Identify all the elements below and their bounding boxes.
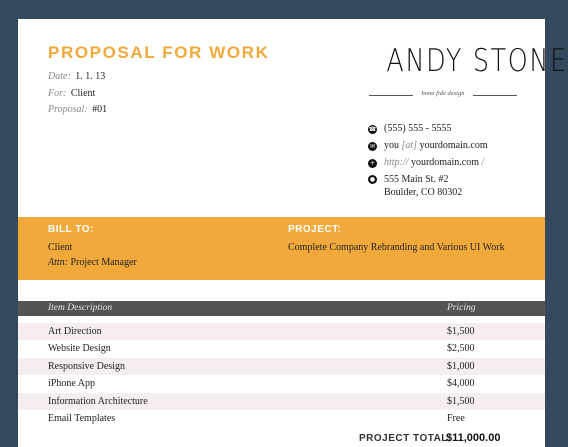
meta-value: Client [70, 88, 96, 99]
bill-to-heading: BILL TO: [48, 224, 94, 235]
attn-value: Project Manager [70, 257, 137, 268]
project-heading: PROJECT: [288, 224, 342, 235]
meta-value: #01 [92, 104, 108, 115]
row-price: $1,000 [447, 360, 475, 372]
brand-tagline: bona fide design [421, 90, 465, 97]
row-item: Art Direction [48, 326, 102, 337]
phone-text: (555) 555 - 5555 [384, 123, 452, 134]
brand-rule-right [473, 95, 517, 96]
table-row [18, 340, 545, 357]
email-user: you [384, 140, 399, 151]
meta-label: For: [48, 88, 67, 99]
brand-rule-left [369, 95, 413, 96]
email-domain: yourdomain.com [419, 140, 488, 151]
row-price: $1,500 [447, 395, 475, 407]
page-title: PROPOSAL FOR WORK [48, 43, 270, 62]
row-item: Information Architecture [48, 395, 148, 407]
address-line1: 555 Main St. #2 [384, 174, 449, 185]
row-item: Responsive Design [48, 360, 125, 372]
project-total-value: $11,000.00 [446, 432, 501, 444]
contact-website [368, 157, 484, 168]
contact-address [368, 173, 462, 199]
web-prefix: http:// [384, 157, 409, 168]
meta-value: 1. 1. 13 [75, 71, 106, 82]
table-row [18, 323, 545, 340]
proposal-sheet [18, 19, 568, 447]
table-row [18, 393, 545, 410]
attn-label: Attn: [48, 257, 68, 268]
col-price-header: Pricing [447, 303, 476, 313]
email-icon: ✉ [369, 143, 376, 150]
contact-phone [368, 123, 452, 134]
row-item: Website Design [48, 343, 111, 355]
brand-name: ANDY STONE [386, 43, 568, 79]
meta-label: Date: [48, 71, 71, 82]
project-description: Complete Company Rebranding and Various UI Work [288, 242, 505, 253]
row-price: $4,000 [447, 378, 475, 390]
phone-icon: ☎ [368, 126, 377, 133]
table-row [18, 410, 545, 427]
table-row [18, 358, 545, 375]
project-total-label: PROJECT TOTAL: [359, 433, 452, 444]
row-price: Free [447, 413, 465, 424]
plus-icon: + [369, 160, 376, 167]
meta-label: Proposal: [48, 104, 88, 115]
meta-date [48, 71, 105, 82]
col-item-header: Item Description [48, 303, 113, 313]
row-price: $1,500 [447, 326, 475, 337]
table-row [18, 375, 545, 392]
table-header [18, 301, 545, 316]
row-item: Email Templates [48, 413, 116, 424]
location-pin-icon: ● [369, 176, 376, 183]
web-suffix: / [481, 157, 485, 168]
bill-project-band [18, 217, 545, 280]
meta-for [48, 88, 95, 99]
meta-proposal [48, 104, 107, 115]
email-at: [at] [401, 140, 418, 151]
contact-email [368, 140, 488, 151]
address-line2: Boulder, CO 80302 [384, 187, 463, 198]
row-price: $2,500 [447, 343, 475, 355]
bill-to-attn [48, 257, 137, 268]
web-domain: yourdomain.com [410, 157, 479, 168]
row-item: iPhone App [48, 378, 95, 390]
bill-to-name: Client [48, 242, 73, 253]
brand-logo [374, 42, 568, 97]
